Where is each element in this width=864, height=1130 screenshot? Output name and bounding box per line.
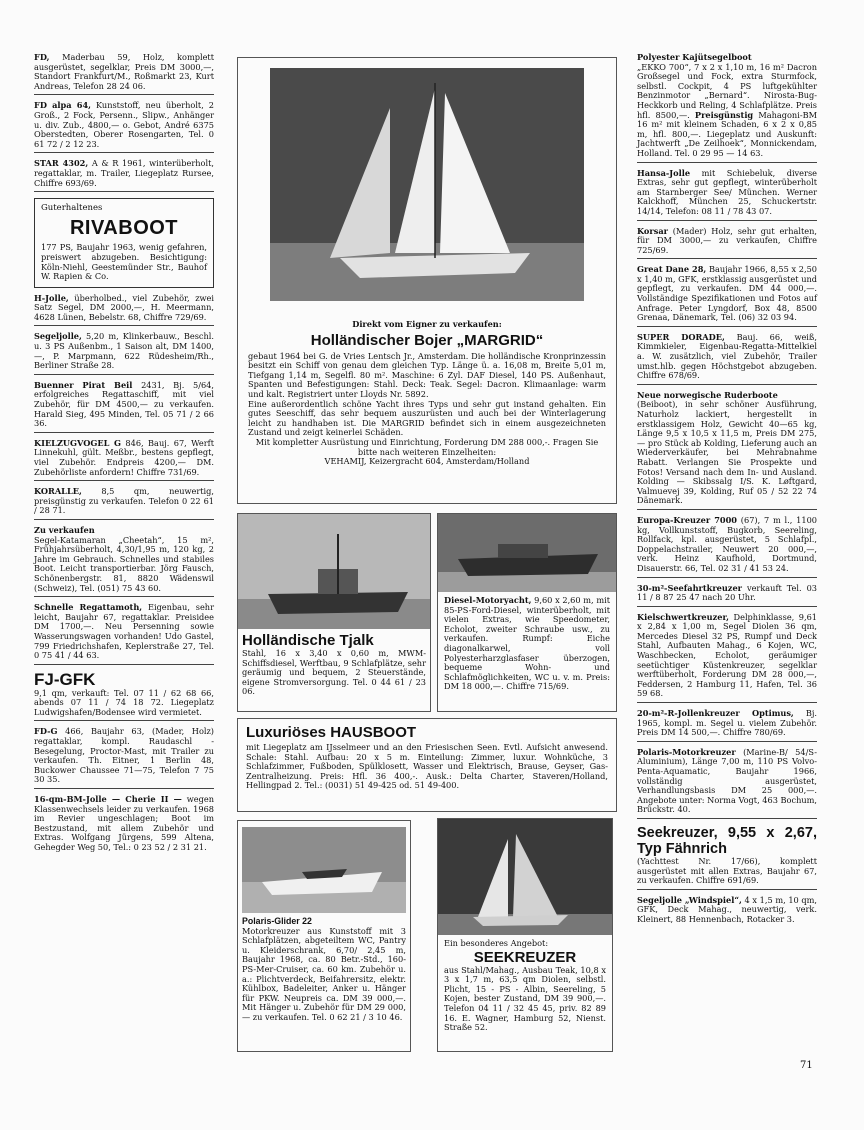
margrid-photo (270, 68, 584, 301)
margrid-p4: VEHAMIJ, Keizergracht 604, Amsterdam/Holland (324, 456, 530, 467)
ad-text: überholbed., viel Zubehör, zwei Satz Segel, DM 2000,—, H. Meermann, 4628 Lünen, Bebelstr. 68, Chiffre 729/69. (34, 292, 215, 322)
ad-head: Diesel-Motoryacht, (444, 595, 532, 605)
ad-super-dorade (637, 333, 817, 385)
ad-text2: Mahagoni-BM 16 m² mit kleinem Schaden, 6 x 2 x 0,85 m, hfl. 800,—. Liegeplatz und Auskunft: Jachtwerft „De Zeilhoek“, Monnickendam, Holland. Tel. 0 29 95 — 14 63. (637, 109, 817, 158)
ad-bm-jolle (34, 795, 214, 856)
tjalk-title: Holländische Tjalk (242, 632, 374, 649)
hausboot-title: Luxuriöses HAUSBOOT (246, 724, 417, 741)
ad-segeljolle (34, 332, 214, 374)
ad-margrid (237, 57, 617, 504)
ad-head: Europa-Kreuzer 7000 (637, 514, 737, 525)
ad-text: 5,20 m, Klinkerbauw., Beschl. u. 3 PS Außenbm., 1 Saison alt, DM 1400,—, P. Marpmann, 622 Rüdesheim/Rh., Berliner Straße 28. (34, 331, 215, 371)
ad-text: Kunststoff, neu überholt, 2 Groß., 2 Fock, Persenn., Slipw., Anhänger u. div. Zub., 4800,— o. Gebot, André 6375 Oberstedten, Oberer Rosengarten, Tel. 0 61 72 / 2 12 23. (34, 100, 214, 149)
ad-text: mit Schiebeluk, diverse Extras, sehr gut gepflegt, winterüberholt am Starnberger See/ München. Werner Kalckhoff, München 25, Schuckertstr. 14/14, Telefon: 08 11 / 78 43 07. (637, 167, 817, 216)
ad-polaris-glider (237, 820, 411, 1052)
ad-korsar (637, 227, 817, 260)
ad-head: Zu verkaufen (34, 524, 95, 535)
ad-head: FD-G (34, 726, 58, 737)
ad-head: Polaris-Motorkreuzer (637, 746, 736, 757)
ad-head: Great Dane 28, (637, 264, 707, 275)
ad-head: Schnelle Regattamoth, (34, 602, 143, 613)
ad-text: Bj. 1965, kompl. m. Segel u. vielem Zubehör. Preis DM 14 500,—. Chiffre 780/69. (637, 708, 818, 738)
glider-photo (242, 827, 406, 913)
ad-text: 2431, Bj. 5/64, erfolgreiches Regattaschiff, mit viel Zubehör, für DM 4500,— zu verkaufen. Harald Sieg, 495 Minden, Tel. 05 71 / 2 66 36. (34, 379, 214, 429)
margrid-p2: Eine außerordentlich schöne Yacht ihres Typs und sehr gut instand gehalten. Ein gutes Seeschiff, das sehr bequem auszurüsten und auch bei der Winterlagerung leicht zu handhaben ist. Die MARGRID befindet sich in einem ausgezeichneten Zustand und zeigt keinerlei Schäden. (248, 398, 606, 438)
ad-text: wegen Klassenwechsels leider zu verkaufen. 1968 im Revier ungeschlagen; Boot im Bestzustand, mit allem Zubehör und Extras. Wolfgang Jürgens, 599 Altena, Gehegder Weg 50, Tel.: 0 23 52 / 2 31 21. (34, 794, 214, 852)
ad-head: 20-m²-R-Jollenkreuzer Optimus, (637, 708, 794, 719)
ad-head: KIELZUGVOGEL G (34, 437, 122, 448)
ad-ekko (637, 53, 817, 163)
seekreuzer-pre: Ein besonderes Angebot: (444, 938, 549, 948)
right-column (637, 0, 817, 928)
ad-head: 30-m²-Seefahrtkreuzer (637, 582, 742, 593)
motorboat-icon (242, 827, 406, 913)
ad-star (34, 159, 214, 192)
ad-text: (Marine-B/ 54/S-Aluminium), Länge 7,00 m, 110 PS Volvo-Penta-Aquamatic, Baujahr 1966, vollständig ausgerüstet, Verhandlungsbasis DM 25 000,—. Angebote unter: Norma Vogt, 463 Bochum, Brückstr. 40. (637, 746, 817, 815)
glider-text: Motorkreuzer aus Kunststoff mit 3 Schlafplätzen, abgeteiltem WC, Pantry u. Kleiderschrank, 6,70/ 2,45 m, Baujahr 1968, ca. 80 Betr.-Std., 160-PS-Mer-Cruiser, ca. 60 km. Zubehör u. a.: Plichtverdeck, Beifahrersitz, elektr. Kühlbox, Badeleiter, Anker u. Hänger für PKW. Neupreis ca. DM 39 000,—. Mit Hänger u. Zubehör für DM 29 000,— zu verkaufen. Tel. 0 62 21 / 3 10 46. (242, 925, 406, 1022)
ad-katamaran (34, 526, 214, 597)
rivaboot-pre: Guterhaltenes (41, 203, 103, 214)
ad-text: Eigenbau, sehr leicht, Baujahr 67, regattaklar. Preisidee DM 1700,—. Neu Persenning sowie Wasserungswagen vorhanden! Udo Gastel, 799 Friedrichshafen, Keplerstraße 27, Tel. 0 75 41 / 44 63. (34, 602, 214, 661)
ad-regattamoth (34, 603, 214, 665)
ad-head2: Preisgünstig (694, 109, 754, 120)
ad-hansa-jolle (637, 169, 817, 221)
fahnrich-title: Seekreuzer, 9,55 x 2,67, Typ Fähnrich (637, 824, 817, 857)
ad-europa-kreuzer (637, 516, 817, 578)
ad-text: Bauj. 66, weiß, Kimmkieler, Eigenbau-Regatta-Mittelkiel a. W. zusätzlich, viel Zubehör, Trailer umst.hlb. gegen Höchstgebot abzugeben. Chiffre 678/69. (637, 331, 817, 381)
seekreuzer-title: SEEKREUZER (473, 948, 577, 966)
ad-seefahrtkreuzer (637, 584, 817, 607)
ad-pirat (34, 381, 214, 433)
ad-text: (Yachttest Nr. 17/66), komplett ausgerüstet mit allen Extras, Baujahr 67, zu verkaufen. Chiffre 691/69. (637, 855, 817, 886)
ad-text: (Mader) Holz, sehr gut erhalten, für DM 3000,— zu verkaufen, Chiffre 725/69. (637, 225, 817, 255)
ad-text: 9,60 x 2,60 m, mit 85-PS-Ford-Diesel, winterüberholt, mit vielen Extras, wie Speedometer, Echolot, zweiter Schraube usw., zu verkaufen. Rumpf: Eiche diagonalkarwel, voll Polyesterharzglasfaser überzogen, bequeme Wohn- und Schlafmöglichkeiten, WC u. v. m. Preis: DM 18 000,—. Chiffre 715/69. (444, 595, 610, 692)
rivaboot-title: RIVABOOT (69, 216, 179, 239)
page-number: 71 (800, 1060, 813, 1071)
ad-kielzugvogel (34, 439, 214, 481)
ad-great-dane (637, 265, 817, 327)
sailing-yacht-icon (438, 819, 612, 935)
margrid-title: Holländischer Bojer „MARGRID“ (310, 331, 544, 349)
ad-text: 4 x 1,5 m, 10 qm, GFK, Deck Mahag., neuwertig, verk. Kleinert, 88 Hennenbach, Rotacker 3. (637, 894, 818, 924)
ad-seekreuzer (437, 818, 613, 1052)
ad-text: 9,1 qm, verkauft: Tel. 07 11 / 62 68 66, abends 07 11 / 74 18 72. Liegeplatz Ludwigshafen/Bodensee wird vermietet. (34, 687, 214, 717)
ad-head: Segeljolle, (34, 331, 82, 342)
ad-head: FD, (34, 52, 50, 62)
ad-windspiel (637, 896, 817, 928)
ad-head: STAR 4302, (34, 158, 89, 169)
seekreuzer-text: aus Stahl/Mahag., Ausbau Teak, 10,8 x 3 x 1,7 m, 63,5 qm Diolen, selbstl. Plicht, 15 - PS - Albin, Seereling, 5 Kojen, bester Zustand, DM 39 900,—. Telefon 04 11 / 32 45 45, priv. 82 89 16. E. Wagner, Hamburg 52, Nienst. Straße 52. (444, 964, 606, 1033)
ad-text: A & R 1961, winterüberholt, regattaklar, m. Trailer, Liegeplatz Rursee, Chiffre 693/69. (34, 158, 215, 188)
diesel-photo (438, 514, 616, 592)
ad-diesel-motoryacht (437, 513, 617, 712)
ad-head: KORALLE, (34, 486, 82, 497)
ad-head: Polyester Kajütsegelboot (637, 52, 752, 62)
left-column (34, 0, 214, 856)
ad-fahnrich (637, 825, 817, 890)
ad-head: SUPER DORADE, (637, 331, 725, 342)
ad-kielschwertkreuzer (637, 613, 817, 703)
ad-text: Delphinklasse, 9,61 x 2,84 x 1,00 m, Segel Diolen 36 qm, Mercedes Diesel 32 PS, Rumpf und Deck Stahl, Aufbauten Mahag., 6 Kojen, WC, Waschbecken, Echolot, geräumiger seetüchtiger Küstenkreuzer, segelklar werftüberholt, Forderung DM 28 000,—, Feddersen, 2 Hamburg 11, Hafen, Tel. 36 59 68. (637, 611, 817, 699)
ad-tjalk (237, 513, 431, 712)
ad-text: Segel-Katamaran „Cheetah“, 15 m², Frühjahrsüberholt, 4,30/1,95 m, 120 kg, 2 Jahre im Gebrauch. Schnelles und stabiles Boot. Leicht transportierbar. Jörg Fausch, Schönenbergstr. 81, 8820 Wädenswil (Schweiz), Tel. (051) 75 43 60. (34, 534, 214, 593)
ad-head: Korsar (637, 225, 668, 236)
ad-text: Maderbau 59, Holz, komplett ausgerüstet, segelklar, Preis DM 3000,—, Standort Frankfurt/M., Roßmarkt 23, Kurt Andreas, Telefon 28 24 06. (34, 52, 214, 91)
ad-text: 846, Bauj. 67, Werft Linnekuhl, gült. Meßbr., bestens gepflegt, viel Zubehör. Endpreis 4200,— DM. Zubehörliste anfordern! Chiffre 731/69. (34, 437, 214, 477)
fj-gfk-title: FJ-GFK (34, 669, 96, 689)
ad-head: 16-qm-BM-Jolle — Cherie II — (34, 794, 182, 805)
ad-ruderboote (637, 391, 817, 510)
margrid-p1: gebaut 1964 bei G. de Vries Lentsch Jr., Amsterdam. Die holländische Kronprinzessin besitzt ein Schiff von genau dem gleichen Typ. Länge ü. a. 16,08 m, Breite 5,01 m, Tiefgang 1,14 m, Segelfl. 80 m². Maschine: 6 Zyl. DAF Diesel, 140 PS. Außenhaut, Spanten und Befestigungen: Stahl. Deck: Teak. Segel: Dacron. Klimaanlage: warm und kalt. Registriert unter Lloyds Nr. 5892. (248, 350, 606, 399)
ad-head: H-Jolle, (34, 292, 69, 303)
margrid-p3: Mit kompletter Ausrüstung und Einrichtung, Forderung DM 288 000,-. Fragen Sie bitte nach weiteren Einzelheiten: (255, 436, 599, 457)
hausboot-text: mit Liegeplatz am IJsselmeer und an den Friesischen Seen. Evtl. Aufsicht anwesend. Schale: Stahl. Aufbau: 20 x 5 m. Einteilung: Zimmer, luxur. Wohnküche, 3 Schlafzimmer, Fußboden, Spülklosett, Wasser und Elektrisch, Brause, Geyser, Gas-Zentralheizung. Preis: Hfl. 36 400,-. Ausk.: Delta Charter, Staveren/Holland, Hellingpad 2. Tel.: (0031) 51 49-425 od. 51 49-400. (246, 742, 608, 791)
ad-fd-g (34, 727, 214, 789)
tjalk-photo (238, 514, 430, 629)
ad-rivaboot (34, 198, 214, 288)
rivaboot-text: 177 PS, Baujahr 1963, wenig gefahren, preiswert abzugeben. Besichtigung: Köln-Niehl, Geestemünder Str., Bauhof W. Rapien & Co. (41, 242, 207, 282)
ad-text: 8,5 qm, neuwertig, preisgünstig zu verkaufen. Telefon 0 22 61 / 28 71. (34, 486, 214, 516)
ad-h-jolle (34, 294, 214, 327)
ad-head: Neue norwegische Ruderboote (637, 389, 778, 400)
sailboat-photo-icon (270, 68, 584, 301)
ad-text: (67), 7 m l., 1100 kg, Vollkunststoff, Bugkorb, Seereling, Rollfack, kpl. ausgerüstet, 5 Schlafpl., Doppelachstrailer, Neuwert 20 000,—, verk. Heinz Kaufhold, Dortmund, Disauerstr. 66, Tel. 02 31 / 41 53 24. (637, 514, 817, 573)
motoryacht-icon (438, 514, 616, 592)
ad-head: Kielschwertkreuzer, (637, 611, 730, 622)
ad-text: „EKKO 700“, 7 x 2 x 1,10 m, 16 m² Dacron Großsegel und Fock, extra Sturmfock, selbstl. Cockpit, 4 PS luftgekühlter Benzinmotor „Bernard“. Nirosta-Bug-Heckkorb und Reling, 4 Schlafplätze. Preis hfl. 8500,—. (637, 61, 817, 120)
diesel-block (444, 596, 610, 692)
ad-koralle (34, 487, 214, 520)
ad-fd-maderbau (34, 53, 214, 95)
ad-text: 466, Baujahr 63, (Mader, Holz) regattaklar, kompl. Raudaschl - Besegelung, Proctor-Mast, mit Trailer zu verkaufen. Th. Eitner, 1 Berlin 48, Buckower Chaussee 71—75, Telefon 7 75 30 35. (34, 726, 215, 785)
tjalk-boat-icon (238, 514, 430, 629)
ad-text: (Beiboot), in sehr schöner Ausführung, Naturholz lackiert, hergestellt in erstklassigem Holz, Gewicht 40—65 kg, Länge 9,5 x 10,5 x 11,5 m, Preis DM 275,— pro Stück ab Kolding, Lieferung auch an Wiederverkäufer, bei Mehrabnahme Rabatt. Verlangen Sie Prospekte und Fotos! Versand nach dem In- und Ausland. Kolding — Skibssalg I/S. K. Løftgard, Valmuevej 39, Kolding, Ruf 05 / 52 22 74 Dänemark. (637, 399, 817, 506)
ad-fd-alpa (34, 101, 214, 153)
margrid-pre: Direkt vom Eigner zu verkaufen: (352, 319, 502, 329)
ad-text: Baujahr 1966, 8,55 x 2,50 x 1,40 m, GFK, erstklassig ausgerüstet und gepflegt, zu verkaufen. DM 44 000,—. Vollständige Spezifikationen und Fotos auf Anfrage. Peter Lyngdorf, Box 48, 8500 Grenaa, Dänemark, Tel. (06) 32 03 94. (637, 264, 817, 323)
ad-fj-gfk (34, 671, 214, 722)
ad-head: FD alpa 64, (34, 100, 92, 111)
glider-title: Polaris-Glider 22 (242, 916, 312, 926)
ad-jollenkreuzer (637, 709, 817, 742)
seekreuzer-photo (438, 819, 612, 935)
ad-head: Hansa-Jolle (637, 167, 691, 178)
ad-head: Buenner Pirat Beil (34, 379, 133, 390)
ad-text: verkauft Tel. 03 11 / 8 87 25 47 nach 20 Uhr. (637, 582, 817, 603)
tjalk-text: Stahl, 16 x 3,40 x 0,60 m, MWM-Schiffsdiesel, Werftbau, 9 Schlafplätze, sehr geräumig und bequem, 2 Steuerstände, eigene Stromversorgung. Tel. 0 44 61 / 23 06. (242, 648, 426, 697)
ad-hausboot (237, 718, 617, 812)
ad-head: Segeljolle „Windspiel“, (637, 894, 742, 905)
ad-polaris-motorkreuzer (637, 748, 817, 819)
